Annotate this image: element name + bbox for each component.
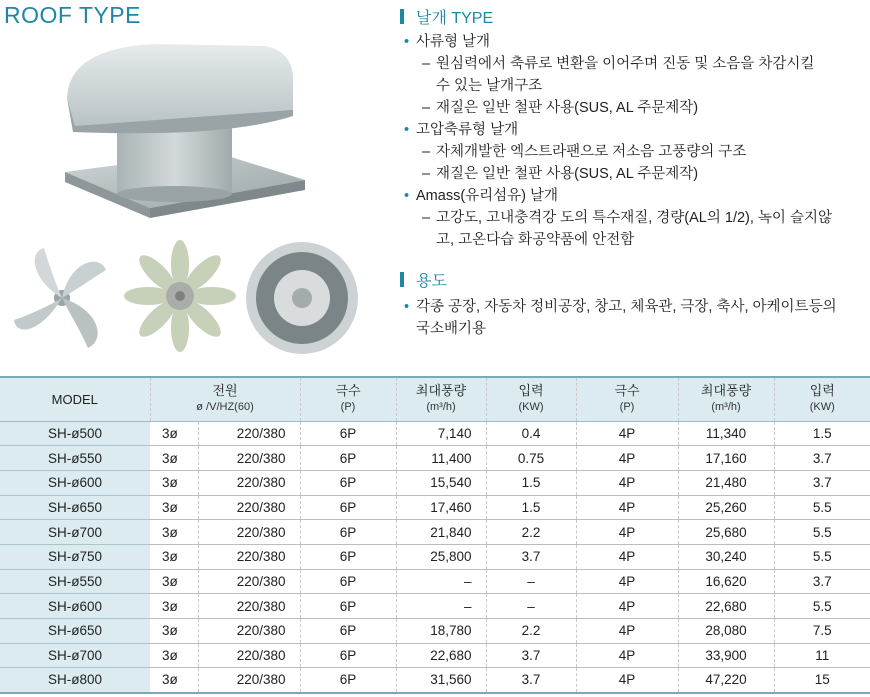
blade-detail: – 고강도, 고내충격강 도의 특수재질, 경량(AL의 1/2), 녹이 슬지않: [422, 210, 832, 226]
cell-q1: 31,560: [396, 668, 486, 693]
header-poles-6p: 극수 (P): [300, 377, 396, 421]
blade-type-heading: 날개 TYPE: [398, 3, 868, 29]
cell-p1: 6P: [300, 421, 396, 446]
cell-q2: 28,080: [678, 619, 774, 644]
cell-phase: 3ø: [150, 470, 198, 495]
header-power: 전원 ø /V/HZ(60): [150, 377, 300, 421]
heading-marker-icon: [400, 272, 404, 287]
cell-q1: 21,840: [396, 520, 486, 545]
blade-detail: – 재질은 일반 철판 사용(SUS, AL 주문제작): [422, 166, 699, 182]
cell-p2: 4P: [576, 619, 678, 644]
roof-fan-image: [55, 40, 310, 232]
cell-q1: 7,140: [396, 421, 486, 446]
cell-w1: 0.4: [486, 421, 576, 446]
cell-volt: 220/380: [198, 668, 300, 693]
usage-text-cont: 국소배기용: [416, 321, 487, 337]
table-row: [0, 544, 870, 569]
cell-phase: 3ø: [150, 446, 198, 471]
cell-volt: 220/380: [198, 520, 300, 545]
page-title: ROOF TYPE: [4, 2, 141, 28]
cell-w1: 1.5: [486, 470, 576, 495]
cell-p1: 6P: [300, 544, 396, 569]
cell-model: SH-ø500: [0, 421, 150, 446]
table-header: [0, 377, 870, 421]
header-airflow-4p: 최대풍량 (m³/h): [678, 377, 774, 421]
blade-detail: – 원심력에서 축류로 변환을 이어주며 진동 및 소음을 차감시킬: [422, 56, 815, 72]
impeller-images: [10, 240, 362, 358]
blade-detail: 수 있는 날개구조: [436, 78, 543, 94]
cell-volt: 220/380: [198, 544, 300, 569]
cell-q1: 17,460: [396, 495, 486, 520]
cell-volt: 220/380: [198, 421, 300, 446]
cell-model: SH-ø600: [0, 470, 150, 495]
cell-q2: 33,900: [678, 643, 774, 668]
cell-p1: 6P: [300, 569, 396, 594]
cell-phase: 3ø: [150, 619, 198, 644]
cell-w1: 3.7: [486, 544, 576, 569]
cell-p1: 6P: [300, 520, 396, 545]
cell-model: SH-ø700: [0, 643, 150, 668]
cell-p1: 6P: [300, 470, 396, 495]
blade-item-axial: • 고압축류형 날개: [398, 119, 868, 141]
cell-w1: 1.5: [486, 495, 576, 520]
cell-p2: 4P: [576, 594, 678, 619]
cell-q2: 25,680: [678, 520, 774, 545]
bullet-icon: •: [404, 188, 410, 204]
usage-heading: 용도: [398, 266, 868, 292]
centrifugal-blade-icon: [246, 242, 358, 354]
cell-q2: 17,160: [678, 446, 774, 471]
cell-p2: 4P: [576, 569, 678, 594]
header-input-6p: 입력 (KW): [486, 377, 576, 421]
cell-q1: 11,400: [396, 446, 486, 471]
header-airflow-6p: 최대풍량 (m³/h): [396, 377, 486, 421]
cell-volt: 220/380: [198, 619, 300, 644]
cell-p1: 6P: [300, 495, 396, 520]
cell-p2: 4P: [576, 544, 678, 569]
cell-p2: 4P: [576, 446, 678, 471]
cell-p1: 6P: [300, 446, 396, 471]
cell-p2: 4P: [576, 520, 678, 545]
cell-phase: 3ø: [150, 643, 198, 668]
cell-w1: 0.75: [486, 446, 576, 471]
header-model: MODEL: [0, 377, 150, 421]
cell-model: SH-ø750: [0, 544, 150, 569]
table-row: [0, 594, 870, 619]
cell-q2: 25,260: [678, 495, 774, 520]
cell-p1: 6P: [300, 619, 396, 644]
blade-detail: – 재질은 일반 철판 사용(SUS, AL 주문제작): [422, 100, 699, 116]
cell-q1: –: [396, 569, 486, 594]
cell-w2: 5.5: [774, 520, 870, 545]
cell-w1: 3.7: [486, 643, 576, 668]
cell-p2: 4P: [576, 470, 678, 495]
cell-p2: 4P: [576, 421, 678, 446]
heading-marker-icon: [400, 9, 404, 24]
cell-w2: 3.7: [774, 569, 870, 594]
cell-w1: –: [486, 569, 576, 594]
cell-model: SH-ø650: [0, 495, 150, 520]
cell-volt: 220/380: [198, 446, 300, 471]
cell-p1: 6P: [300, 594, 396, 619]
cell-p2: 4P: [576, 643, 678, 668]
cell-volt: 220/380: [198, 569, 300, 594]
table-row: [0, 520, 870, 545]
table-row: [0, 643, 870, 668]
cell-p1: 6P: [300, 643, 396, 668]
cell-q1: 25,800: [396, 544, 486, 569]
table-row: [0, 619, 870, 644]
axial-blade-icon: [124, 240, 236, 352]
cell-w1: 3.7: [486, 668, 576, 693]
cell-w2: 5.5: [774, 594, 870, 619]
cell-w1: 2.2: [486, 619, 576, 644]
cell-p1: 6P: [300, 668, 396, 693]
table-row: [0, 495, 870, 520]
cell-w1: –: [486, 594, 576, 619]
cell-volt: 220/380: [198, 470, 300, 495]
cell-w2: 11: [774, 643, 870, 668]
cell-model: SH-ø550: [0, 446, 150, 471]
usage-text: • 각종 공장, 자동차 정비공장, 창고, 체육관, 극장, 축사, 아케이트등의: [398, 296, 868, 318]
table-row: [0, 446, 870, 471]
cell-w2: 3.7: [774, 470, 870, 495]
cell-phase: 3ø: [150, 668, 198, 693]
cell-volt: 220/380: [198, 643, 300, 668]
cell-q2: 21,480: [678, 470, 774, 495]
cell-model: SH-ø800: [0, 668, 150, 693]
blade-item-mixed-flow: • 사류형 날개: [398, 31, 868, 53]
cell-model: SH-ø700: [0, 520, 150, 545]
cell-phase: 3ø: [150, 594, 198, 619]
cell-model: SH-ø550: [0, 569, 150, 594]
cell-q2: 47,220: [678, 668, 774, 693]
cell-q1: 15,540: [396, 470, 486, 495]
bullet-icon: •: [404, 299, 410, 315]
cell-volt: 220/380: [198, 594, 300, 619]
cell-model: SH-ø650: [0, 619, 150, 644]
cell-p2: 4P: [576, 668, 678, 693]
cell-phase: 3ø: [150, 520, 198, 545]
table-row: [0, 569, 870, 594]
cell-w2: 5.5: [774, 495, 870, 520]
cell-q1: –: [396, 594, 486, 619]
blade-detail: – 자체개발한 엑스트라팬으로 저소음 고풍량의 구조: [422, 144, 747, 160]
cell-phase: 3ø: [150, 421, 198, 446]
blade-detail: 고, 고온다습 화공약품에 안전함: [436, 232, 635, 248]
cell-p2: 4P: [576, 495, 678, 520]
cell-phase: 3ø: [150, 495, 198, 520]
bullet-icon: •: [404, 34, 410, 50]
blade-item-amass: • Amass(유리섬유) 날개: [398, 185, 868, 207]
cell-model: SH-ø600: [0, 594, 150, 619]
cell-q2: 16,620: [678, 569, 774, 594]
table-row: [0, 668, 870, 693]
header-poles-4p: 극수 (P): [576, 377, 678, 421]
cell-w2: 5.5: [774, 544, 870, 569]
cell-q2: 22,680: [678, 594, 774, 619]
spec-table: [0, 376, 870, 694]
mixed-flow-blade-icon: [14, 248, 106, 348]
cell-q2: 11,340: [678, 421, 774, 446]
cell-phase: 3ø: [150, 544, 198, 569]
cell-w2: 15: [774, 668, 870, 693]
cell-q1: 22,680: [396, 643, 486, 668]
cell-w2: 7.5: [774, 619, 870, 644]
bullet-icon: •: [404, 122, 410, 138]
cell-w2: 3.7: [774, 446, 870, 471]
cell-q2: 30,240: [678, 544, 774, 569]
cell-phase: 3ø: [150, 569, 198, 594]
cell-volt: 220/380: [198, 495, 300, 520]
table-row: [0, 470, 870, 495]
cell-q1: 18,780: [396, 619, 486, 644]
table-row: [0, 421, 870, 446]
header-input-4p: 입력 (KW): [774, 377, 870, 421]
cell-w1: 2.2: [486, 520, 576, 545]
cell-w2: 1.5: [774, 421, 870, 446]
